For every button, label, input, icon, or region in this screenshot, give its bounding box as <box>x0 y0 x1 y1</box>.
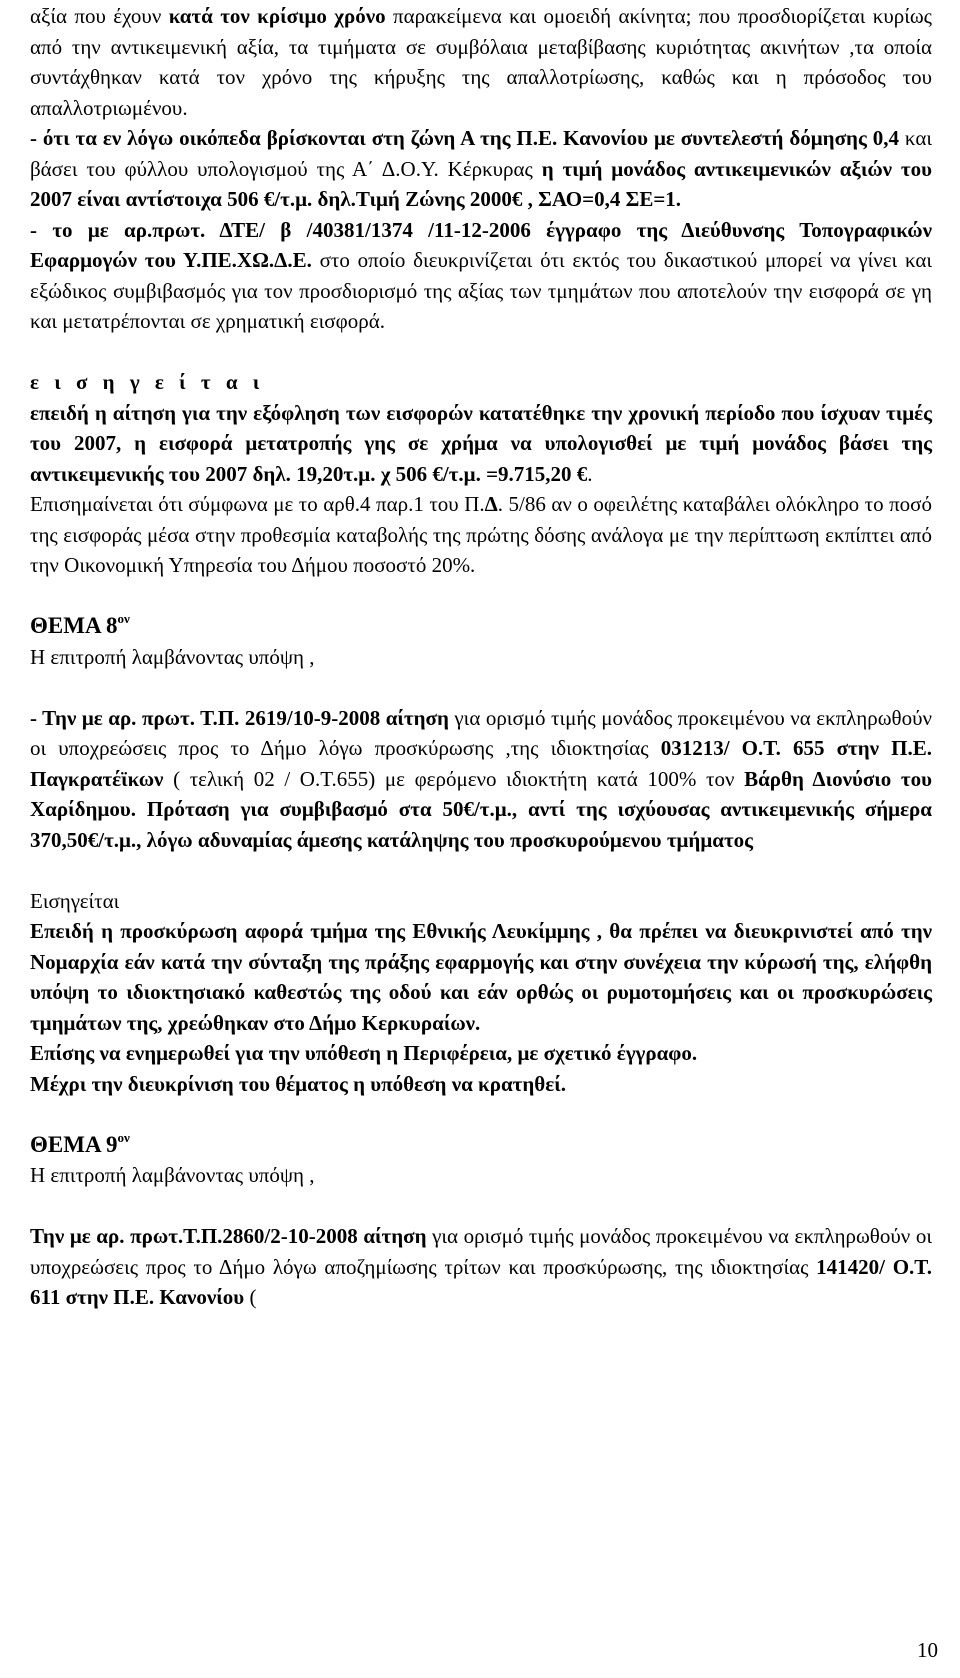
committee-considering-9: Η επιτροπή λαμβάνοντας υπόψη , <box>30 1163 315 1187</box>
spacer <box>30 855 932 886</box>
spacer <box>30 581 932 612</box>
bullet-directorate-document: - το με αρ.πρωτ. ΔΤΕ/ β /40381/1374 /11-12-2006 έγγραφο της Διεύθυνσης Τοπογραφικών Εφαρμογών του Υ.ΠΕ.ΧΩ.Δ.Ε. στο οποίο διευκρινίζεται ότι εκτός του δικαστικού μπορεί να γίνει και εξώδικος συμβιβασμός για τον προσδιορισμό της αξίας των τμημάτων που αποτελούν την εισφορά σε γη και μετατρέπονται σε χρηματική εισφορά. <box>30 217 933 333</box>
theme-9-heading: ΘΕΜΑ $9^{o\nu}$ <box>30 1129 130 1157</box>
spacer <box>30 1191 932 1222</box>
paragraph-discount-note: Επισημαίνεται ότι σύμφωνα με το αρθ.4 παρ.1 του Π.Δ. 5/86 αν ο οφειλέτης καταβάλει ολόκληρο το ποσό της εισφοράς μέσα στην προθεσμία καταβολής της πρώτης δόσης ανάλογα με την περίπτωση εκπίπτει από την Οικονομική Υπηρεσία του Δήμου ποσοστό 20%. <box>30 492 932 577</box>
proposal-inform-region: Επίσης να ενημερωθεί για την υπόθεση η Περιφέρεια, με σχετικό έγγραφο. <box>30 1041 698 1065</box>
spacer <box>30 1099 932 1130</box>
document-page <box>30 0 932 1313</box>
recommends-heading: Εισηγείται <box>30 888 120 913</box>
request-2619: - Την με αρ. πρωτ. Τ.Π. 2619/10-9-2008 αίτηση για ορισμό τιμής μονάδος προκειμένου να εκπληρωθούν οι υποχρεώσεις προς το Δήμο λόγω προσκύρωσης ,της ιδιοκτησίας 031213/ Ο.Τ. 655 στην Π.Ε. Παγκρατέϊκων ( τελική 02 / Ο.Τ.655) με φερόμενο ιδιοκτήτη κατά 100% τον Βάρθη Διονύσιο του Χαρίδημου. Πρόταση για συμβιβασμό στα 50€/τ.μ., αντί της ισχύουσας αντικειμενικής σήμερα 370,50€/τ.μ., λόγω αδυναμίας άμεσης κατάληψης του προσκυρούμενου τμήματος <box>30 705 933 852</box>
request-2860: Την με αρ. πρωτ.Τ.Π.2860/2-10-2008 αίτηση για ορισμό τιμής μονάδος προκειμένου να εκπληρωθούν οι υποχρεώσεις προς το Δήμο λόγω αποζημίωσης τρίτων και προσκύρωσης, της ιδιοκτησίας 141420/ Ο.Τ. 611 στην Π.Ε. Κανονίου ( <box>30 1224 932 1309</box>
spacer <box>30 337 932 368</box>
recommends-heading-spaced: ε ι σ η γ ε ί τ α ι <box>30 370 265 394</box>
committee-considering-8: Η επιτροπή λαμβάνοντας υπόψη , <box>30 644 315 669</box>
paragraph-contribution-calculation: επειδή η αίτηση για την εξόφληση των εισφορών κατατέθηκε την χρονική περίοδο που ίσχυαν τιμές του 2007, η εισφορά μετατροπής γης σε χρήμα να υπολογισθεί με τιμή μονάδος βάσει της αντικειμενικής του 2007 δηλ. 19,20τ.μ. χ 506 €/τ.μ. =9.715,20 €. <box>30 400 932 486</box>
paragraph-value-criteria: αξία που έχουν κατά τον κρίσιμο χρόνο παρακείμενα και ομοειδή ακίνητα; που προσδιορίζεται κυρίως από την αντικειμενική αξία, τα τιμήματα σε συμβόλαια μεταβίβασης κυριότητας ακινήτων ,τα οποία συντάχθηκαν κατά τον χρόνο της κήρυξης της απαλλοτρίωσης, καθώς και η πρόσοδος του απαλλοτριωμένου. <box>30 4 932 120</box>
proposal-national-road: Επειδή η προσκύρωση αφορά τμήμα της Εθνικής Λευκίμμης , θα πρέπει να διευκρινιστεί από την Νομαρχία εάν κατά την σύνταξη της πράξης εφαρμογής και στην συνέχεια την κύρωσή της, ελήφθη υπόψη το ιδιοκτησιακό καθεστώς της οδού και εάν ορθώς οι ρυμοτομήσεις και οι προσκυρώσεις τμημάτων της, χρεώθηκαν στο Δήμο Κερκυραίων. <box>30 919 932 1035</box>
page-number: 10 <box>917 1638 938 1662</box>
spacer <box>30 672 932 703</box>
bullet-zone-price: - ότι τα εν λόγω οικόπεδα βρίσκονται στη ζώνη Α της Π.Ε. Κανονίου με συντελεστή δόμησης 0,4 και βάσει του φύλλου υπολογισμού της Α΄ Δ.Ο.Υ. Κέρκυρας η τιμή μονάδος αντικειμενικών αξιών του 2007 είναι αντίστοιχα 506 €/τ.μ. δηλ.Τιμή Ζώνης 2000€ , ΣΑΟ=0,4 ΣΕ=1. <box>30 126 932 211</box>
proposal-hold-case: Μέχρι την διευκρίνιση του θέματος η υπόθεση να κρατηθεί. <box>30 1071 566 1096</box>
theme-8-heading: ΘΕΜΑ $8^{o\nu}$ <box>30 611 130 638</box>
